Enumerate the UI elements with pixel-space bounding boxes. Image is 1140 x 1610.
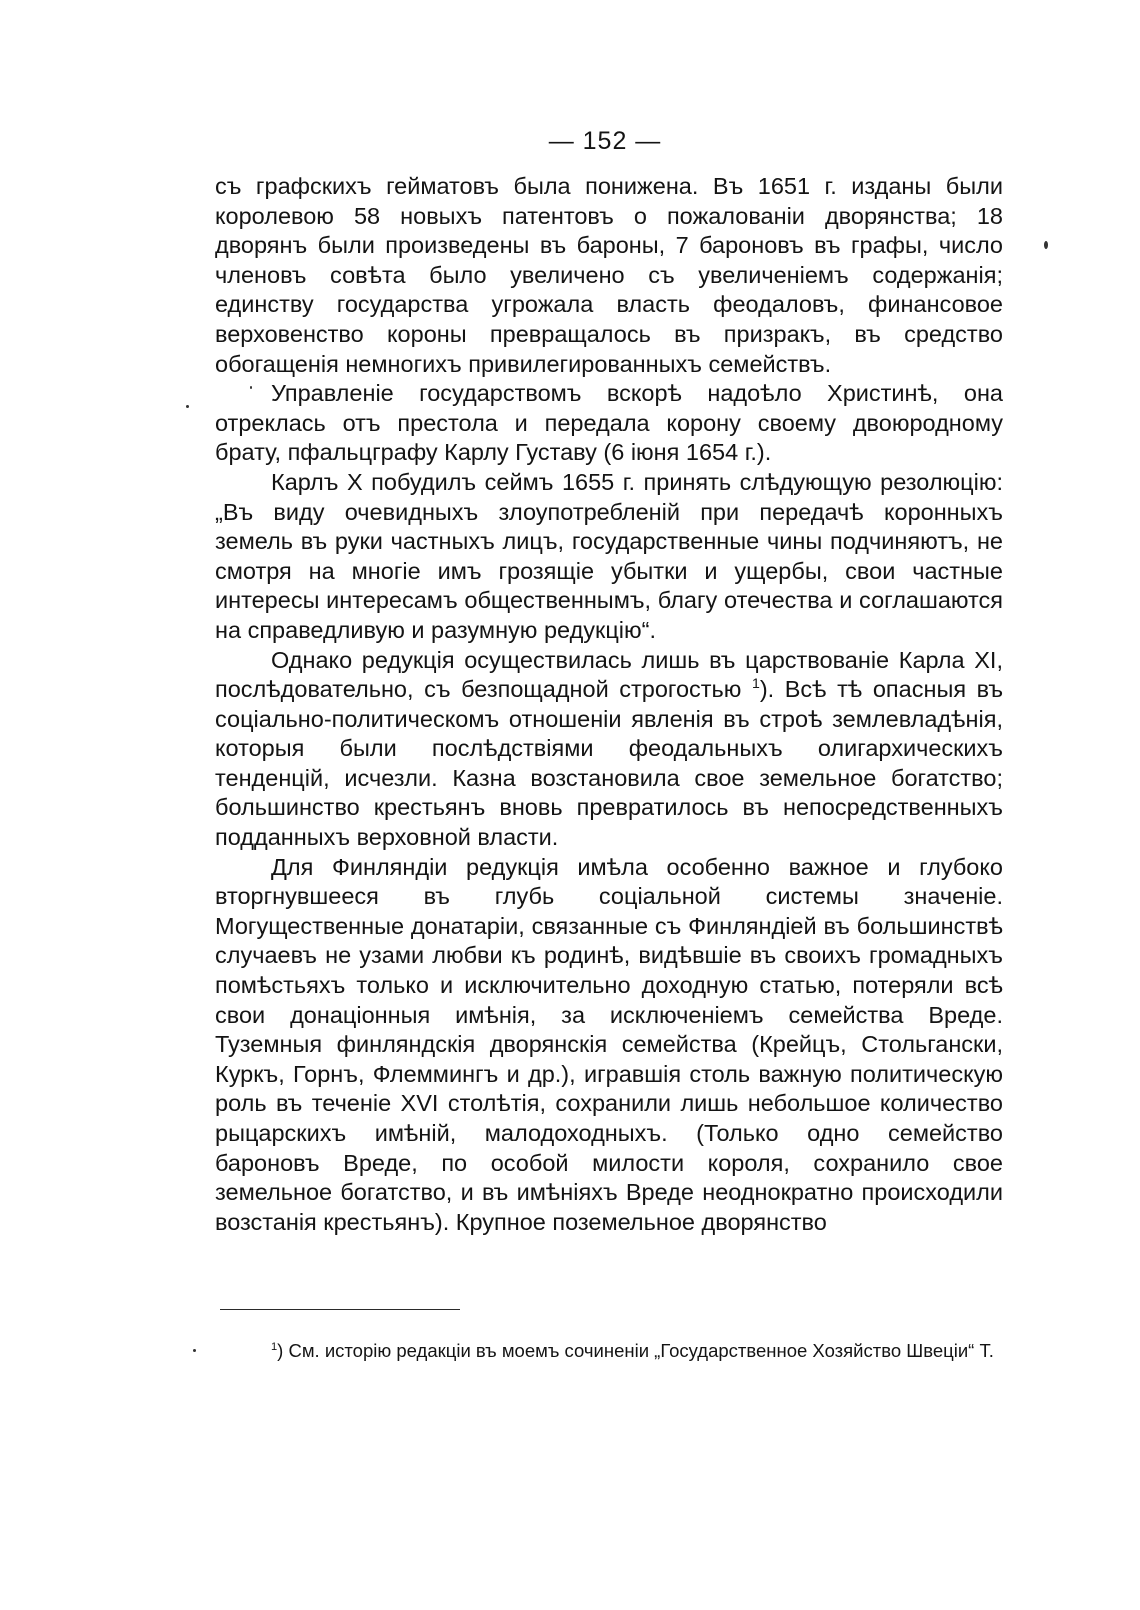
scan-speck [250, 386, 252, 389]
scan-speck [186, 405, 189, 408]
paragraph-4-start: Однако редукція осуществилась лишь въ царствованіе Карла XI, послѣдовательно, съ безпощадной строгостью [215, 646, 1003, 703]
scan-speck [193, 1349, 196, 1352]
footnote-reference: 1 [751, 675, 760, 692]
paragraph-5: Для Финляндіи редукція имѣла особенно важное и глубоко вторгнувшееся въ глубь соціальной системы значеніе. Могущественные донатаріи, связанные съ Финляндіей въ большинствѣ случаевъ не узами любви къ родинѣ, видѣвшіе въ своихъ громадныхъ помѣстьяхъ только и исключительно доходную статью, потеряли всѣ свои донаціонныя имѣнія, за исключеніемъ семейства Вреде. Туземныя финляндскія дворянскія семейства (Крейцъ, Стольгански, Куркъ, Горнъ, Флеммингъ и др.), игравшія столь важную политическую роль въ теченіе XVI столѣтія, сохранили лишь небольшое количество рыцарскихъ имѣній, малодоходныхъ. (Только одно семейство бароновъ Вреде, по особой милости короля, сохранило свое земельное богатство, и въ имѣніяхъ Вреде неоднократно происходили возстанія крестьянъ). Крупное поземельное дворянство [215, 853, 1003, 1235]
footnote-marker: 1 [271, 1340, 278, 1353]
paragraph-4-end: ). Всѣ тѣ опасныя въ соціально-политическомъ отношеніи явленія въ строѣ землевладѣнія, которыя были послѣдствіями феодальныхъ олигархическихъ тенденцій, исчезли. Казна возстановила свое земельное богатство; большинство крестьянъ вновь превратилось въ непосредственныхъ подданныхъ верховной власти. [215, 676, 1004, 851]
paragraph-2: Управленіе государствомъ вскорѣ надоѣло Христинѣ, она отреклась отъ престола и передала корону своему двоюродному брату, пфальцграфу Карлу Густаву (6 іюня 1654 г.). [215, 380, 1003, 466]
footnote-paragraph [215, 1336, 1003, 1366]
paragraph-4 [215, 646, 1003, 853]
paragraph-1: съ графскихъ гейматовъ была понижена. Въ 1651 г. изданы были королевою 58 новыхъ патентовъ о пожалованіи дворянства; 18 дворянъ были произведены въ бароны, 7 бароновъ въ графы, число членовъ совѣта было увеличено съ увеличеніемъ содержанія; единству государства угрожала власть феодаловъ, финансовое верховенство короны превращалось въ призракъ, въ средство обогащенія немногихъ привилегированныхъ семействъ. [215, 173, 1003, 377]
footnote-separator [220, 1309, 460, 1310]
page-number: — 152 — [548, 127, 662, 155]
footnote [215, 1336, 1003, 1366]
body-text [215, 172, 1003, 1237]
paragraph-3: Карлъ X побудилъ сеймъ 1655 г. принять слѣдующую резолюцію: „Въ виду очевидныхъ злоупотребленій при передачѣ коронныхъ земель въ руки частныхъ лицъ, государственные чины подчиняютъ, не смотря на многіе имъ грозящіе убытки и ущербы, свои частные интересы интересамъ общественнымъ, благу отечества и соглашаются на справедливую и разумную редукцію“. [215, 468, 1003, 643]
footnote-text: ) См. исторію редакціи въ моемъ сочиненіи „Государственное Хозяйство Швеціи“ Т. [277, 1340, 994, 1361]
scan-speck [1044, 241, 1048, 249]
